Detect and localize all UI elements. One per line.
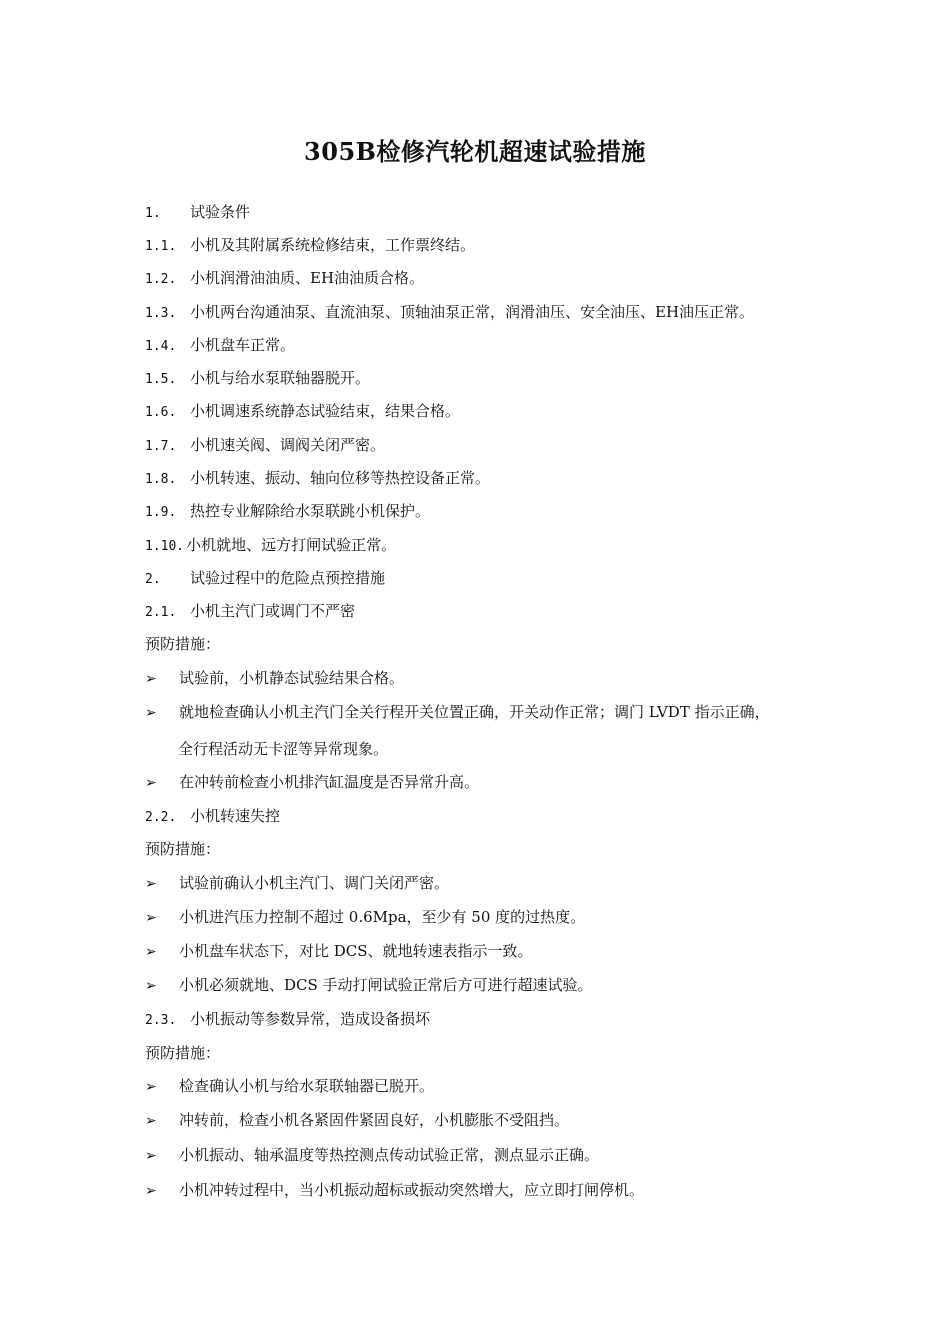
item-number: 1.4. (145, 339, 177, 354)
prevention-label: 预防措施： (145, 1044, 221, 1062)
subsection-text: 小机主汽门或调门不严密 (190, 602, 356, 620)
item-text: 小机转速、振动、轴向位移等热控设备正常。 (190, 469, 491, 487)
bullet-text: 试验前，小机静态试验结果合格。 (179, 669, 405, 687)
section-number: 1. (145, 206, 161, 221)
arrow-bullet-icon: ➢ (145, 1183, 157, 1199)
list-item (145, 535, 396, 557)
bullet-text: 就地检查确认小机主汽门全关行程开关位置正确，开关动作正常；调门 LVDT 指示正确， (179, 703, 770, 721)
arrow-bullet-icon: ➢ (145, 1148, 157, 1164)
item-number: 1.5. (145, 372, 177, 387)
subsection-heading (145, 806, 280, 828)
arrow-bullet-icon: ➢ (145, 1079, 157, 1095)
arrow-bullet-icon: ➢ (145, 775, 157, 791)
item-text: 小机与给水泵联轴器脱开。 (190, 369, 371, 387)
item-text: 热控专业解除给水泵联跳小机保护。 (190, 502, 431, 520)
bullet-text: 小机振动、轴承温度等热控测点传动试验正常，测点显示正确。 (179, 1146, 600, 1164)
list-item (145, 501, 430, 523)
item-number: 1.8. (145, 472, 177, 487)
item-number: 1.6. (145, 405, 177, 420)
list-item (145, 302, 754, 324)
arrow-bullet-icon: ➢ (145, 1113, 157, 1129)
section-text: 试验条件 (190, 203, 251, 221)
item-text: 小机速关阀、调阀关闭严密。 (190, 436, 386, 454)
list-item (145, 435, 385, 457)
list-item (145, 368, 370, 390)
item-number: 1.9. (145, 505, 177, 520)
bullet-item (145, 668, 404, 689)
section-text: 试验过程中的危险点预控措施 (190, 569, 386, 587)
bullet-text: 小机冲转过程中，当小机振动超标或振动突然增大，应立即打闸停机。 (179, 1181, 645, 1199)
arrow-bullet-icon: ➢ (145, 978, 157, 994)
bullet-text: 在冲转前检查小机排汽缸温度是否异常升高。 (179, 773, 480, 791)
bullet-item (145, 702, 770, 723)
bullet-item (145, 772, 479, 793)
item-number: 1.10. (145, 539, 185, 554)
bullet-text: 试验前确认小机主汽门、调门关闭严密。 (179, 874, 450, 892)
bullet-text: 冲转前，检查小机各紧固件紧固良好，小机膨胀不受阻挡。 (179, 1111, 570, 1129)
subsection-text: 小机转速失控 (190, 807, 281, 825)
arrow-bullet-icon: ➢ (145, 944, 157, 960)
item-text: 小机两台沟通油泵、直流油泵、顶轴油泵正常，润滑油压、安全油压、EH油压正常。 (190, 303, 755, 321)
item-number: 1.7. (145, 439, 177, 454)
item-number: 1.1. (145, 239, 177, 254)
bullet-item (145, 941, 533, 962)
arrow-bullet-icon: ➢ (145, 671, 157, 687)
arrow-bullet-icon: ➢ (145, 910, 157, 926)
bullet-item (145, 1180, 644, 1201)
subsection-heading (145, 601, 355, 623)
arrow-bullet-icon: ➢ (145, 705, 157, 721)
list-item (145, 268, 424, 290)
bullet-continuation: 全行程活动无卡涩等异常现象。 (178, 740, 389, 758)
arrow-bullet-icon: ➢ (145, 876, 157, 892)
prevention-label: 预防措施： (145, 840, 221, 858)
item-number: 1.2. (145, 272, 177, 287)
bullet-item (145, 1076, 434, 1097)
subsection-text: 小机振动等参数异常，造成设备损坏 (190, 1010, 431, 1028)
bullet-text: 检查确认小机与给水泵联轴器已脱开。 (179, 1077, 435, 1095)
list-item (145, 401, 460, 423)
subsection-number: 2.2. (145, 810, 177, 825)
list-item (145, 235, 475, 257)
subsection-heading (145, 1009, 430, 1031)
bullet-item (145, 1145, 599, 1166)
document-title: 305B检修汽轮机超速试验措施 (304, 137, 646, 166)
bullet-text: 小机进汽压力控制不超过 0.6Mpa，至少有 50 度的过热度。 (179, 908, 586, 926)
list-item (145, 468, 490, 490)
bullet-item (145, 873, 449, 894)
section-heading (145, 568, 385, 590)
section-heading (145, 202, 250, 224)
item-text: 小机调速系统静态试验结束，结果合格。 (190, 402, 461, 420)
item-text: 小机润滑油油质、EH油油质合格。 (190, 269, 425, 287)
prevention-label: 预防措施： (145, 635, 221, 653)
subsection-number: 2.3. (145, 1013, 177, 1028)
item-text: 小机就地、远方打闸试验正常。 (186, 536, 397, 554)
bullet-text: 小机盘车状态下，对比 DCS、就地转速表指示一致。 (179, 942, 533, 960)
subsection-number: 2.1. (145, 605, 177, 620)
section-number: 2. (145, 572, 161, 587)
item-text: 小机盘车正常。 (190, 336, 296, 354)
item-text: 小机及其附属系统检修结束，工作票终结。 (190, 236, 476, 254)
bullet-item (145, 975, 593, 996)
bullet-item (145, 907, 585, 928)
list-item (145, 335, 295, 357)
item-number: 1.3. (145, 306, 177, 321)
bullet-text: 小机必须就地、DCS 手动打闸试验正常后方可进行超速试验。 (179, 976, 593, 994)
bullet-item (145, 1110, 569, 1131)
